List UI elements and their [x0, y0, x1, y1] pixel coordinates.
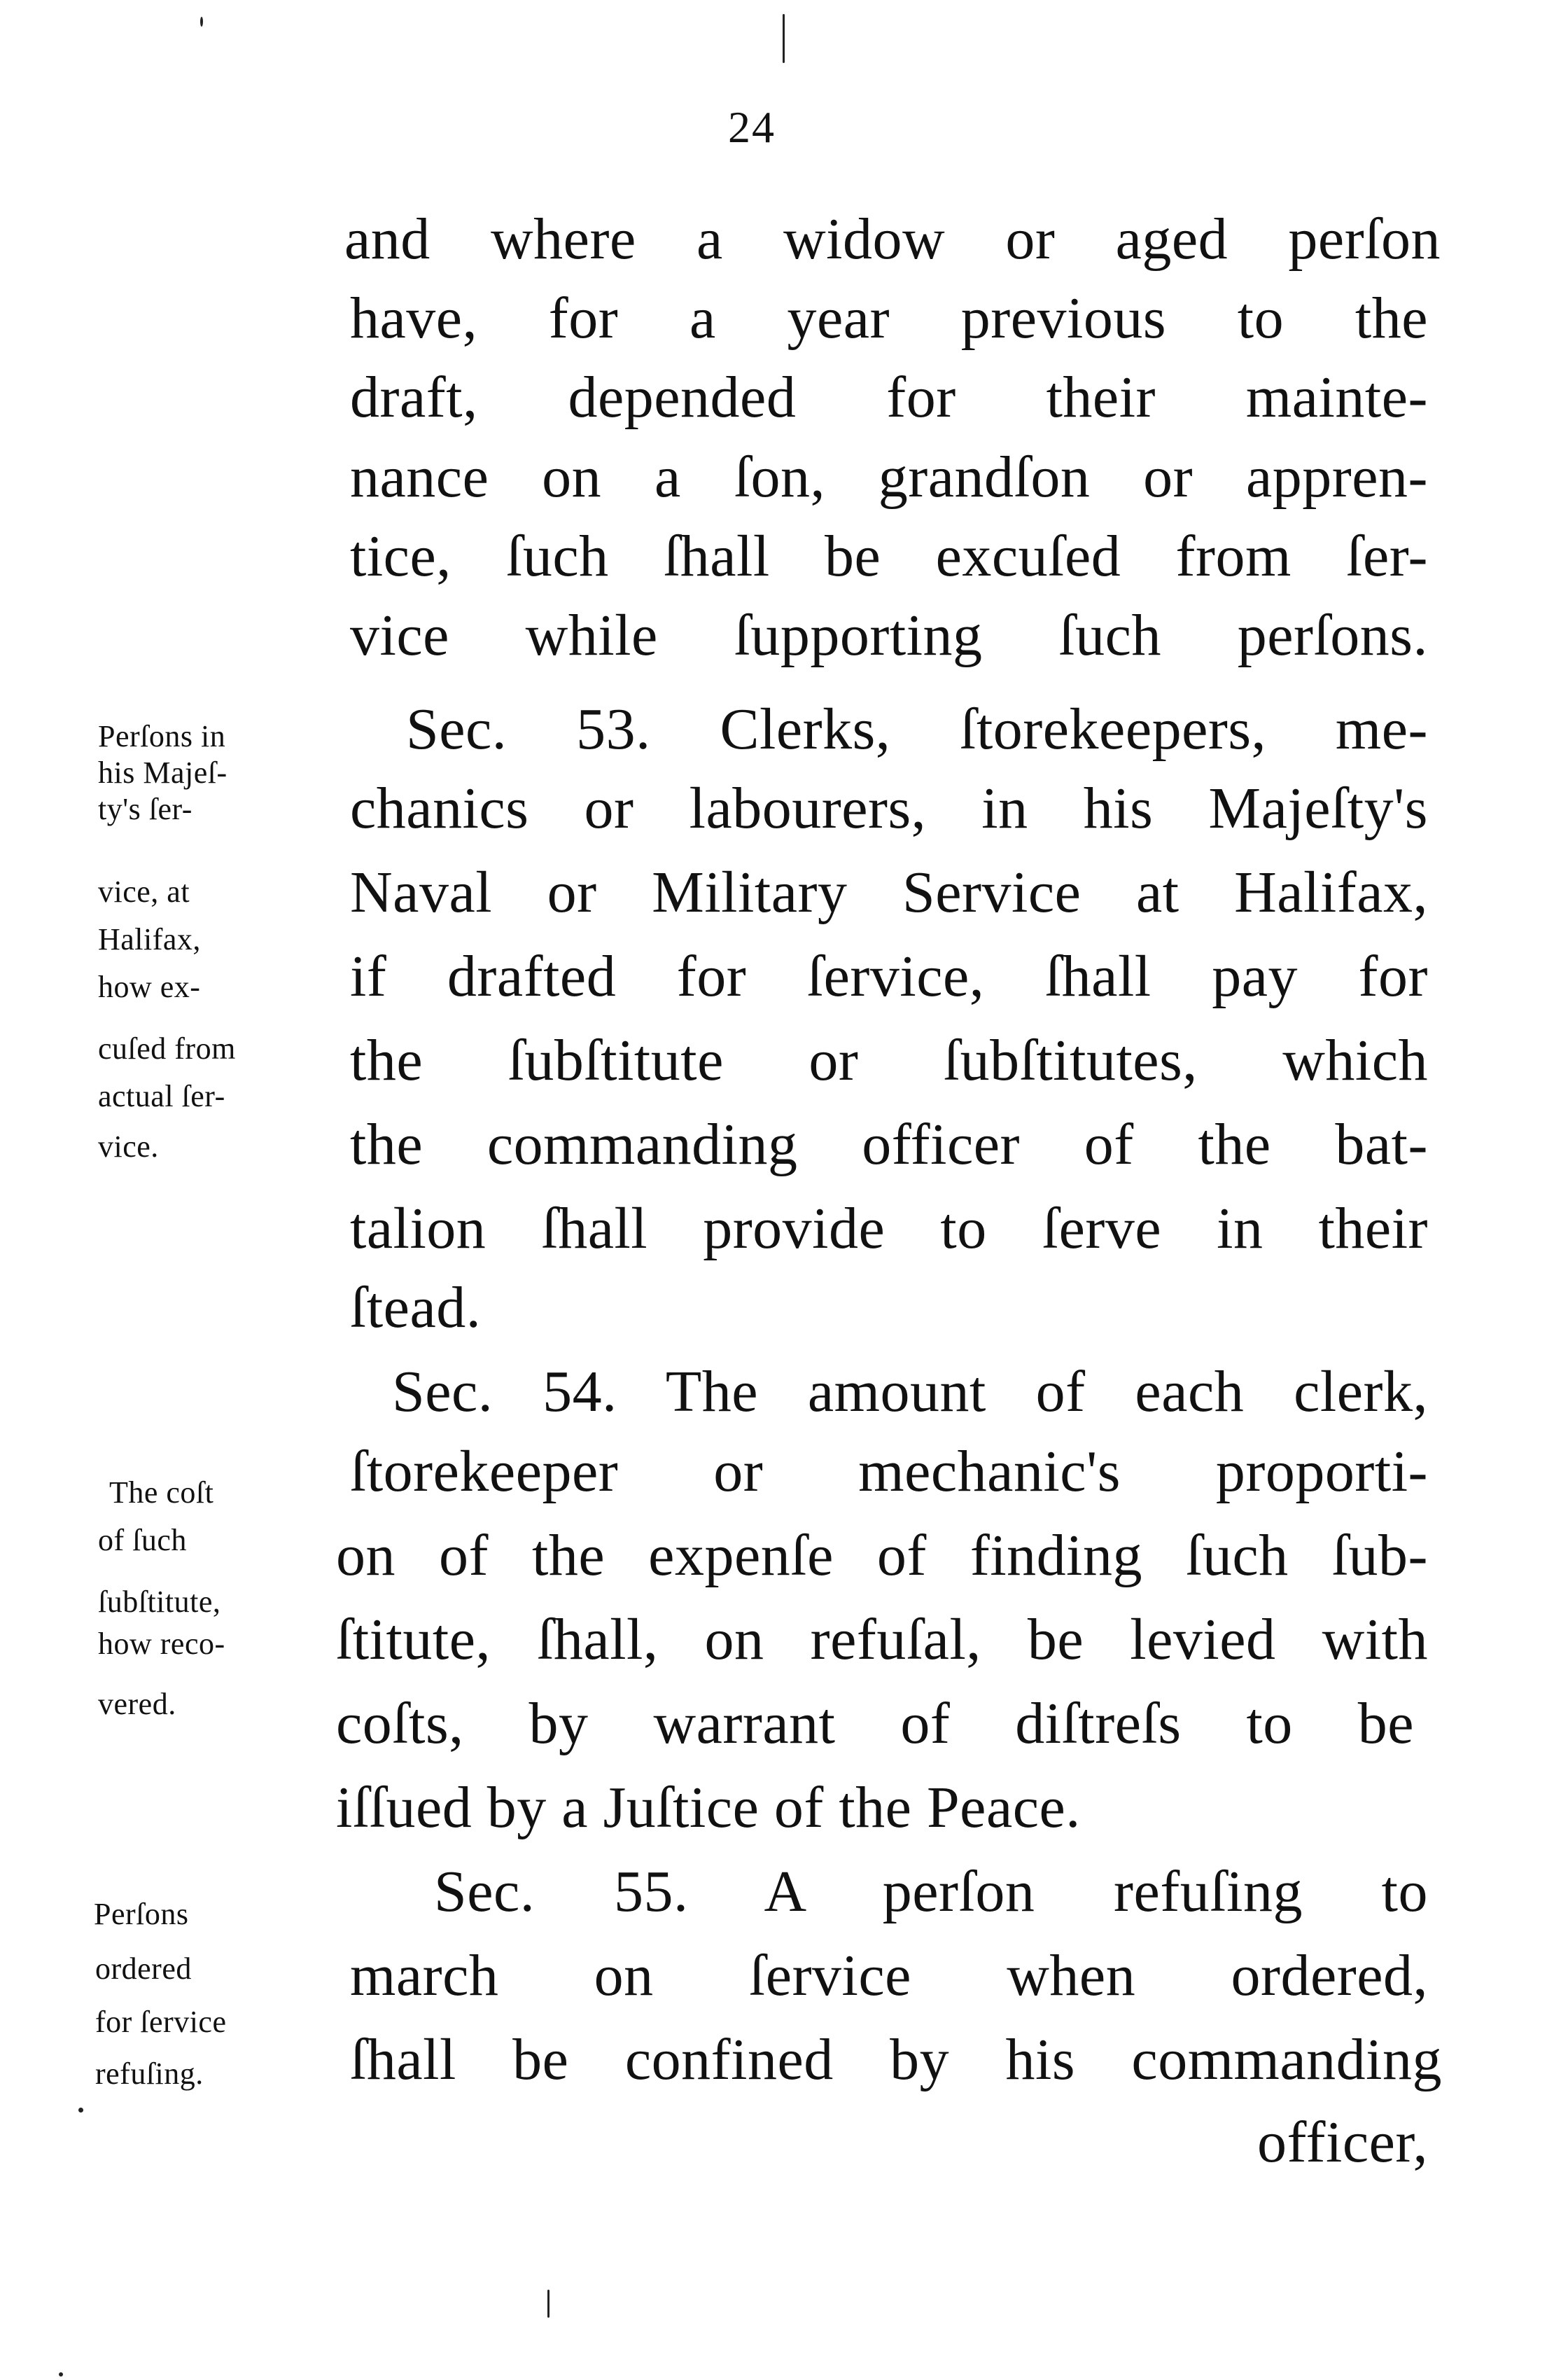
body-line: coſts, by warrant of diſtreſs to be: [336, 1691, 1414, 1756]
body-line: Sec. 54. The amount of each clerk,: [392, 1359, 1428, 1424]
body-line: Sec. 53. Clerks, ſtorekeepers, me-: [406, 697, 1428, 762]
margin-note-line: ordered: [95, 1951, 192, 1986]
body-line: Sec. 55. A perſon refuſing to: [434, 1859, 1428, 1924]
margin-note-line: Perſons: [94, 1897, 189, 1931]
margin-note-line: vice.: [98, 1129, 159, 1164]
margin-note-line: cuſed from: [98, 1031, 236, 1066]
scan-speck: [78, 2108, 83, 2113]
body-line: chanics or labourers, in his Majeſty's: [350, 776, 1428, 841]
body-line: have, for a year previous to the: [350, 286, 1428, 351]
margin-note-line: how reco-: [98, 1627, 225, 1661]
body-line: Naval or Military Service at Halifax,: [350, 860, 1428, 925]
body-line: and where a widow or aged perſon: [344, 207, 1441, 272]
margin-note-line: ty's ſer-: [98, 792, 192, 826]
margin-note-line: refuſing.: [95, 2057, 204, 2091]
body-line: ſtead.: [350, 1275, 482, 1340]
margin-note-line: actual ſer-: [98, 1079, 225, 1113]
margin-note-line: vice, at: [98, 875, 190, 909]
body-line: if drafted for ſervice, ſhall pay for: [350, 944, 1428, 1009]
body-line: the commanding officer of the bat-: [350, 1112, 1428, 1177]
body-line: ſhall be confined by his commanding: [350, 2027, 1442, 2092]
margin-note-line: of ſuch: [98, 1523, 187, 1557]
body-line: tice, ſuch ſhall be excuſed from ſer-: [350, 524, 1428, 589]
body-line: iſſued by a Juſtice of the Peace.: [336, 1775, 1081, 1840]
page-number: 24: [728, 102, 776, 152]
body-line: talion ſhall provide to ſerve in their: [350, 1196, 1428, 1261]
margin-note-line: ſubſtitute,: [98, 1585, 221, 1619]
margin-note-line: how ex-: [98, 970, 201, 1004]
body-line: ſtitute, ſhall, on refuſal, be levied with: [336, 1607, 1428, 1672]
scan-speck: [59, 2372, 63, 2376]
body-line: draft, depended for their mainte-: [350, 365, 1428, 430]
margin-note-line: for ſervice: [95, 2005, 227, 2039]
body-line: ſtorekeeper or mechanic's proporti-: [350, 1439, 1428, 1504]
body-line: on of the expenſe of finding ſuch ſub-: [336, 1523, 1428, 1588]
scan-speck: [547, 2290, 550, 2318]
body-line: the ſubſtitute or ſubſtitutes, which: [350, 1028, 1428, 1093]
body-line: nance on a ſon, grandſon or appren-: [350, 445, 1428, 510]
scan-speck: [200, 17, 203, 27]
margin-note-line: Perſons in: [98, 719, 226, 753]
margin-note-line: Halifax,: [98, 922, 201, 956]
margin-note-line: his Majeſ-: [98, 756, 227, 790]
body-line: vice while ſupporting ſuch perſons.: [350, 603, 1428, 668]
scan-speck: [783, 14, 785, 63]
margin-note-line: The coſt: [109, 1475, 214, 1510]
margin-note-line: vered.: [98, 1687, 176, 1721]
body-line: officer,: [1257, 2110, 1428, 2175]
body-line: march on ſervice when ordered,: [350, 1943, 1428, 2008]
